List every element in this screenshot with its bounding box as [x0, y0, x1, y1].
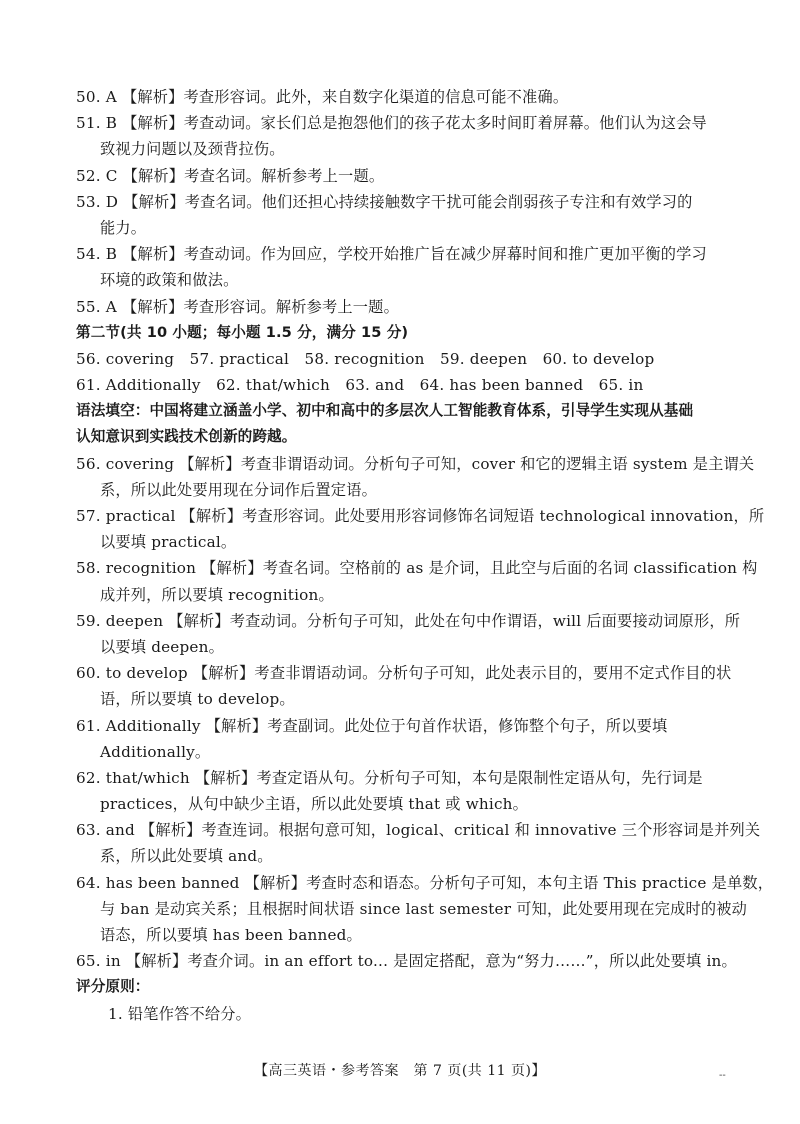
explanation-57-cont: 以要填 practical。: [100, 533, 237, 552]
section-two-heading: 第二节(共 10 小题；每小题 1.5 分，满分 15 分): [76, 323, 409, 341]
explanation-63-cont: 系，所以此处要填 and。: [100, 847, 273, 866]
explanation-63: 63. and 【解析】考查连词。根据句意可知，logical、critical 和 innovative 三个形容词是并列关: [76, 821, 761, 840]
scoring-rule-1: 1. 铅笔作答不给分。: [108, 1004, 252, 1023]
answer-51: 51. B 【解析】考查动词。家长们总是抱怨他们的孩子花太多时间盯着屏幕。他们认为这会导: [76, 114, 707, 133]
answer-54: 54. B 【解析】考查动词。作为回应，学校开始推广旨在减少屏幕时间和推广更加平衡的学习: [76, 245, 707, 264]
grammar-fill-title: 语法填空：中国将建立涵盖小学、初中和高中的多层次人工智能教育体系，引导学生实现从基础: [76, 402, 694, 420]
answer-53-cont: 能力。: [100, 218, 147, 237]
explanation-59: 59. deepen 【解析】考查动词。分析句子可知，此处在句中作谓语，will 后面要接动词原形，所: [76, 611, 741, 630]
explanation-60: 60. to develop 【解析】考查非谓语动词。分析句子可知，此处表示目的，要用不定式作目的状: [76, 664, 732, 683]
answer-key-body: [76, 84, 774, 1027]
explanation-58: 58. recognition 【解析】考查名词。空格前的 as 是介词，且此空与后面的名词 classification 构: [76, 559, 758, 578]
explanation-59-cont: 以要填 deepen。: [100, 637, 224, 656]
explanation-56-cont: 系，所以此处要用现在分词作后置定语。: [100, 480, 377, 499]
explanation-64-cont: 与 ban 是动宾关系；且根据时间状语 since last semester 可知，此处要用现在完成时的被动: [100, 899, 748, 918]
explanation-62-cont: practices，从句中缺少主语，所以此处要填 that 或 which。: [100, 795, 529, 814]
explanation-64-cont2: 语态，所以要填 has been banned。: [100, 926, 362, 944]
answer-54-cont: 环境的政策和做法。: [100, 271, 239, 290]
explanation-60-cont: 语，所以要填 to develop。: [100, 690, 295, 709]
corner-mark: --: [719, 1070, 726, 1081]
explanation-65: 65. in 【解析】考查介词。in an effort to... 是固定搭配，意为“努力……”，所以此处要填 in。: [76, 952, 737, 971]
explanation-58-cont: 成并列，所以要填 recognition。: [100, 585, 334, 604]
answers-61-65: 61. Additionally 62. that/which 63. and 64. has been banned 65. in: [76, 376, 644, 395]
scoring-principles-heading: 评分原则：: [76, 978, 150, 996]
explanation-64: 64. has been banned 【解析】考查时态和语态。分析句子可知，本句主语 This practice 是单数，: [76, 873, 774, 892]
explanation-56: 56. covering 【解析】考查非谓语动词。分析句子可知，cover 和它的逻辑主语 system 是主谓关: [76, 454, 755, 473]
explanation-61-cont: Additionally。: [100, 742, 211, 761]
page-footer: 【高三英语・参考答案 第 7 页(共 11 页)】: [254, 1063, 546, 1079]
explanation-62: 62. that/which 【解析】考查定语从句。分析句子可知，本句是限制性定语从句，先行词是: [76, 768, 703, 787]
answers-56-60: 56. covering 57. practical 58. recognition 59. deepen 60. to develop: [76, 349, 655, 368]
answer-55: 55. A 【解析】考查形容词。解析参考上一题。: [76, 297, 399, 316]
grammar-fill-title-cont: 认知意识到实践技术创新的跨越。: [76, 428, 297, 446]
answer-50: 50. A 【解析】考查形容词。此外，来自数字化渠道的信息可能不准确。: [76, 88, 569, 106]
explanation-61: 61. Additionally 【解析】考查副词。此处位于句首作状语，修饰整个句子，所以要填: [76, 716, 668, 735]
answer-52: 52. C 【解析】考查名词。解析参考上一题。: [76, 166, 385, 185]
answer-53: 53. D 【解析】考查名词。他们还担心持续接触数字干扰可能会削弱孩子专注和有效学习的: [76, 192, 693, 211]
answer-51-cont: 致视力问题以及颈背拉伤。: [100, 140, 285, 159]
explanation-57: 57. practical 【解析】考查形容词。此处要用形容词修饰名词短语 technological innovation，所: [76, 507, 765, 525]
